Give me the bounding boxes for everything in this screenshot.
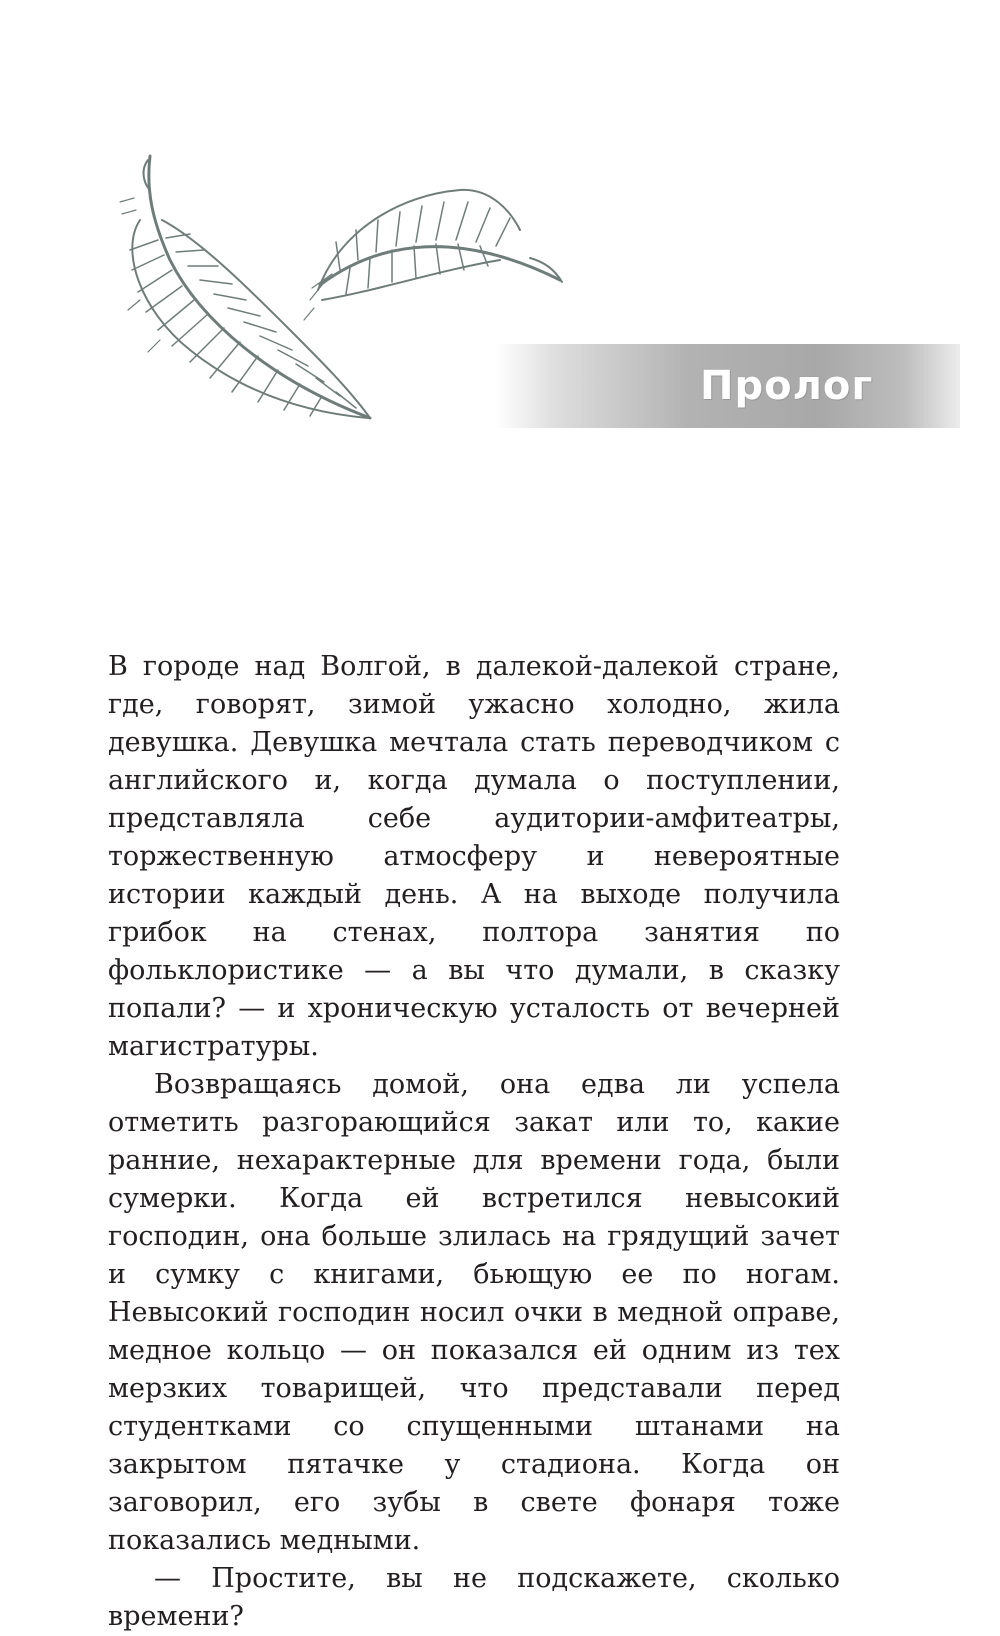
paragraph: Возвращаясь домой, она едва ли успела отметить разгорающийся закат или то, какие ранние, нехарактерные для времени года, были сумерки. Когда ей встретился невысокий господин, она больше злилась на грядущий зачет и сумку с книгами, бьющую ее по ногам. Невысокий господин носил очки в медной оправе, медное кольцо — он показался ей одним из тех мерзких товарищей, что представали перед студентками со спущенными штанами на закрытом пятачке у стадиона. Когда он заговорил, его зубы в свете фонаря тоже показались медными. [108,1069,840,1556]
paragraph: — Простите, вы не подскажете, сколько времени? [108,1563,840,1632]
left-feather-icon [120,156,370,418]
chapter-title: Пролог [700,363,874,409]
right-feather-icon [304,190,562,320]
body-text [108,648,840,1636]
paragraph: В городе над Волгой, в далекой-далекой стране, где, говорят, зимой ужасно холодно, жила девушка. Девушка мечтала стать переводчиком с английского и, когда думала о поступлении, представляла себе аудитории-амфитеатры, торжественную атмосферу и невероятные истории каждый день. А на выходе получила грибок на стенах, полтора занятия по фольклористике — а вы что думали, в сказку попали? — и хроническую усталость от вечерней магистратуры. [108,651,840,1062]
